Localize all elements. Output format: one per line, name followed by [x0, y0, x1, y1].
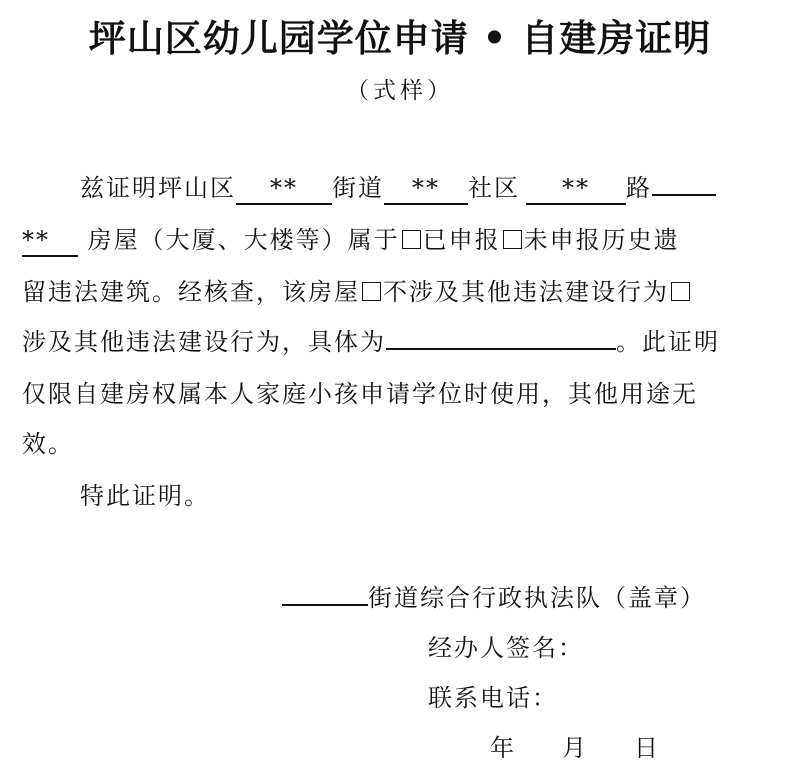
body-line-1 [22, 170, 800, 206]
no-violation-checkbox[interactable] [362, 282, 381, 301]
unreported-label: 未申报历史遗 [523, 226, 680, 254]
no-violation-label: 不涉及其他违法建设行为 [383, 278, 669, 306]
road-field[interactable] [652, 194, 716, 196]
body-line-6: 效。 [22, 430, 74, 458]
community-label: 社区 [468, 174, 520, 202]
house-number-field[interactable]: ** [22, 225, 78, 257]
document-title: 坪山区幼儿园学位申请 • 自建房证明 [88, 17, 712, 60]
violation-label: 涉及其他违法建设行为，具体为 [22, 328, 386, 356]
month-label: 月 [562, 734, 588, 762]
building-text: 房屋（大厦、大楼等）属于 [87, 226, 400, 254]
body-line-4 [22, 324, 782, 360]
issuing-unit-line [282, 580, 706, 616]
street-unit-field[interactable] [282, 604, 368, 606]
handler-signature-label: 经办人签名： [428, 634, 584, 662]
district-field[interactable]: ** [236, 173, 332, 205]
date-line [490, 730, 660, 766]
document-subtitle: （式样） [346, 78, 454, 104]
street-label: 街道 [332, 174, 384, 202]
violation-checkbox[interactable] [671, 282, 690, 301]
community-field[interactable]: ** [526, 173, 626, 205]
body-line-5: 仅限自建房权属本人家庭小孩申请学位时使用，其他用途无 [22, 380, 698, 408]
violation-detail-field[interactable] [386, 348, 616, 350]
issuing-unit-label: 街道综合行政执法队（盖章） [368, 584, 706, 612]
year-label: 年 [490, 734, 516, 762]
body-line-3 [22, 274, 782, 310]
certify-prefix: 兹证明坪山区 [80, 174, 236, 202]
certify-suffix: 。此证明 [616, 328, 720, 356]
closing-text: 特此证明。 [80, 482, 210, 510]
street-field[interactable]: ** [384, 173, 468, 205]
contact-phone-label: 联系电话： [428, 684, 558, 712]
day-label: 日 [634, 734, 660, 762]
reported-label: 已申报 [422, 226, 501, 254]
unreported-checkbox[interactable] [503, 230, 522, 249]
body-line-2 [22, 222, 782, 258]
road-label: 路 [626, 174, 652, 202]
inspection-text: 留违法建筑。经核查，该房屋 [22, 278, 360, 306]
reported-checkbox[interactable] [402, 230, 421, 249]
